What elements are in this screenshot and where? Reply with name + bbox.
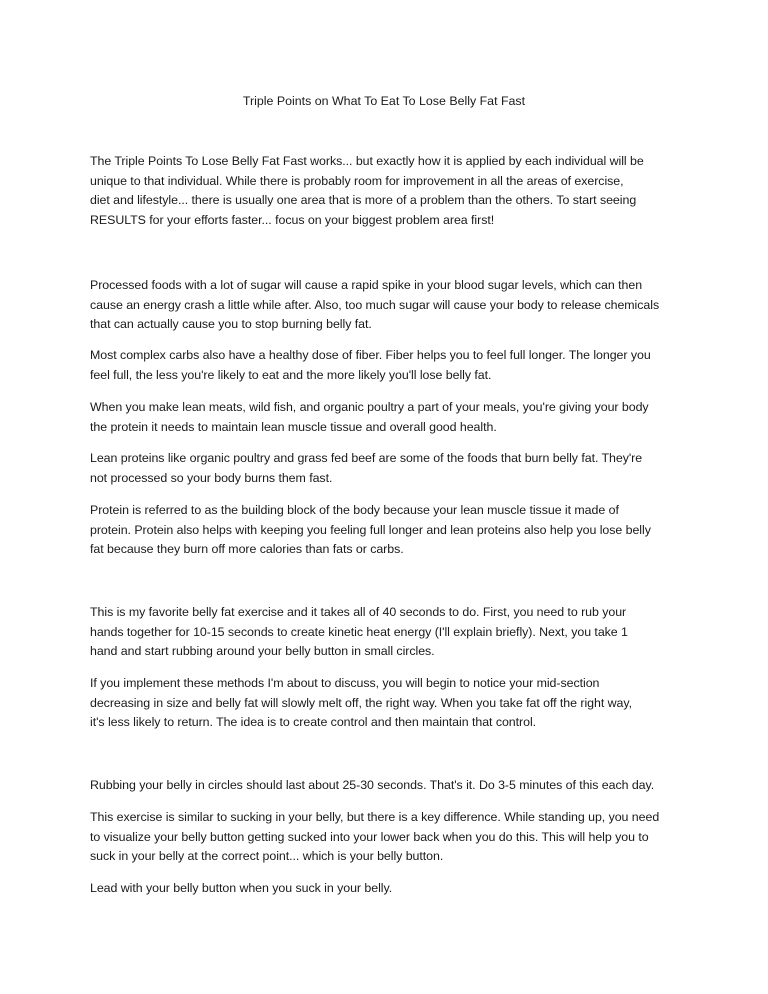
paragraph-intro — [90, 152, 690, 230]
paragraph-line: feel full, the less you're likely to eat and the more likely you'll lose belly fat. — [90, 367, 492, 382]
document-title: Triple Points on What To Eat To Lose Belly Fat Fast — [242, 94, 526, 108]
paragraph-line: to visualize your belly button getting sucked into your lower back when you do this. This will help you to — [90, 829, 649, 844]
paragraph-line: If you implement these methods I'm about to discuss, you will begin to notice your mid-section — [90, 676, 600, 690]
paragraph-line: hand and start rubbing around your belly button in small circles. — [90, 644, 435, 658]
paragraph-rubbing — [90, 776, 690, 796]
paragraph-line: When you make lean meats, wild fish, and organic poultry a part of your meals, you're giving your body — [90, 400, 649, 414]
paragraph-line: diet and lifestyle... there is usually one area that is more of a problem than the others. To start seeing — [90, 193, 637, 207]
paragraph-lead — [90, 879, 690, 899]
paragraph-line: protein. Protein also helps with keeping you feeling full longer and lean proteins also help you lose belly — [90, 522, 651, 537]
paragraph-line: The Triple Points To Lose Belly Fat Fast works... but exactly how it is applied by each individual will be — [90, 154, 644, 168]
paragraph-line: cause an energy crash a little while after. Also, too much sugar will cause your body to release chemicals — [90, 297, 660, 312]
paragraph-fiber — [90, 346, 690, 385]
paragraph-lean-meats — [90, 398, 690, 437]
paragraph-exercise — [90, 603, 690, 662]
paragraph-line: Lead with your belly button when you suck in your belly. — [90, 881, 393, 895]
paragraph-line: This exercise is similar to sucking in your belly, but there is a key difference. While standing up, you need — [90, 810, 660, 824]
paragraph-lean-proteins — [90, 449, 690, 488]
paragraph-sucking-in — [90, 808, 690, 867]
paragraph-line: the protein it needs to maintain lean muscle tissue and overall good health. — [90, 419, 497, 434]
paragraph-line: fat because they burn off more calories than fats or carbs. — [90, 542, 404, 556]
paragraph-line: Processed foods with a lot of sugar will cause a rapid spike in your blood sugar levels, which can then — [90, 278, 643, 292]
paragraph-line: decreasing in size and belly fat will slowly melt off, the right way. When you take fat off the right way, — [90, 695, 632, 710]
paragraph-line: RESULTS for your efforts faster... focus on your biggest problem area first! — [90, 212, 495, 227]
paragraph-line: suck in your belly at the correct point... which is your belly button. — [90, 849, 444, 863]
paragraph-line: unique to that individual. While there is probably room for improvement in all the areas of exercise, — [90, 173, 624, 188]
paragraph-line: not processed so your body burns them fast. — [90, 470, 333, 485]
paragraph-line: it's less likely to return. The idea is to create control and then maintain that control. — [90, 715, 537, 729]
paragraph-sugar — [90, 276, 690, 335]
paragraph-protein — [90, 501, 690, 560]
paragraph-line: Protein is referred to as the building block of the body because your lean muscle tissue it made of — [90, 503, 619, 517]
paragraph-line: Lean proteins like organic poultry and grass fed beef are some of the foods that burn belly fat. They're — [90, 451, 643, 465]
paragraph-line: Most complex carbs also have a healthy dose of fiber. Fiber helps you to feel full longer. The longer you — [90, 348, 651, 362]
paragraph-methods — [90, 674, 690, 733]
paragraph-line: hands together for 10-15 seconds to create kinetic heat energy (I'll explain briefly). Next, you take 1 — [90, 624, 628, 639]
paragraph-line: Rubbing your belly in circles should last about 25-30 seconds. That's it. Do 3-5 minutes of this each day. — [90, 778, 655, 792]
paragraph-line: This is my favorite belly fat exercise and it takes all of 40 seconds to do. First, you need to rub your — [90, 605, 627, 619]
paragraph-line: that can actually cause you to stop burning belly fat. — [90, 317, 372, 331]
